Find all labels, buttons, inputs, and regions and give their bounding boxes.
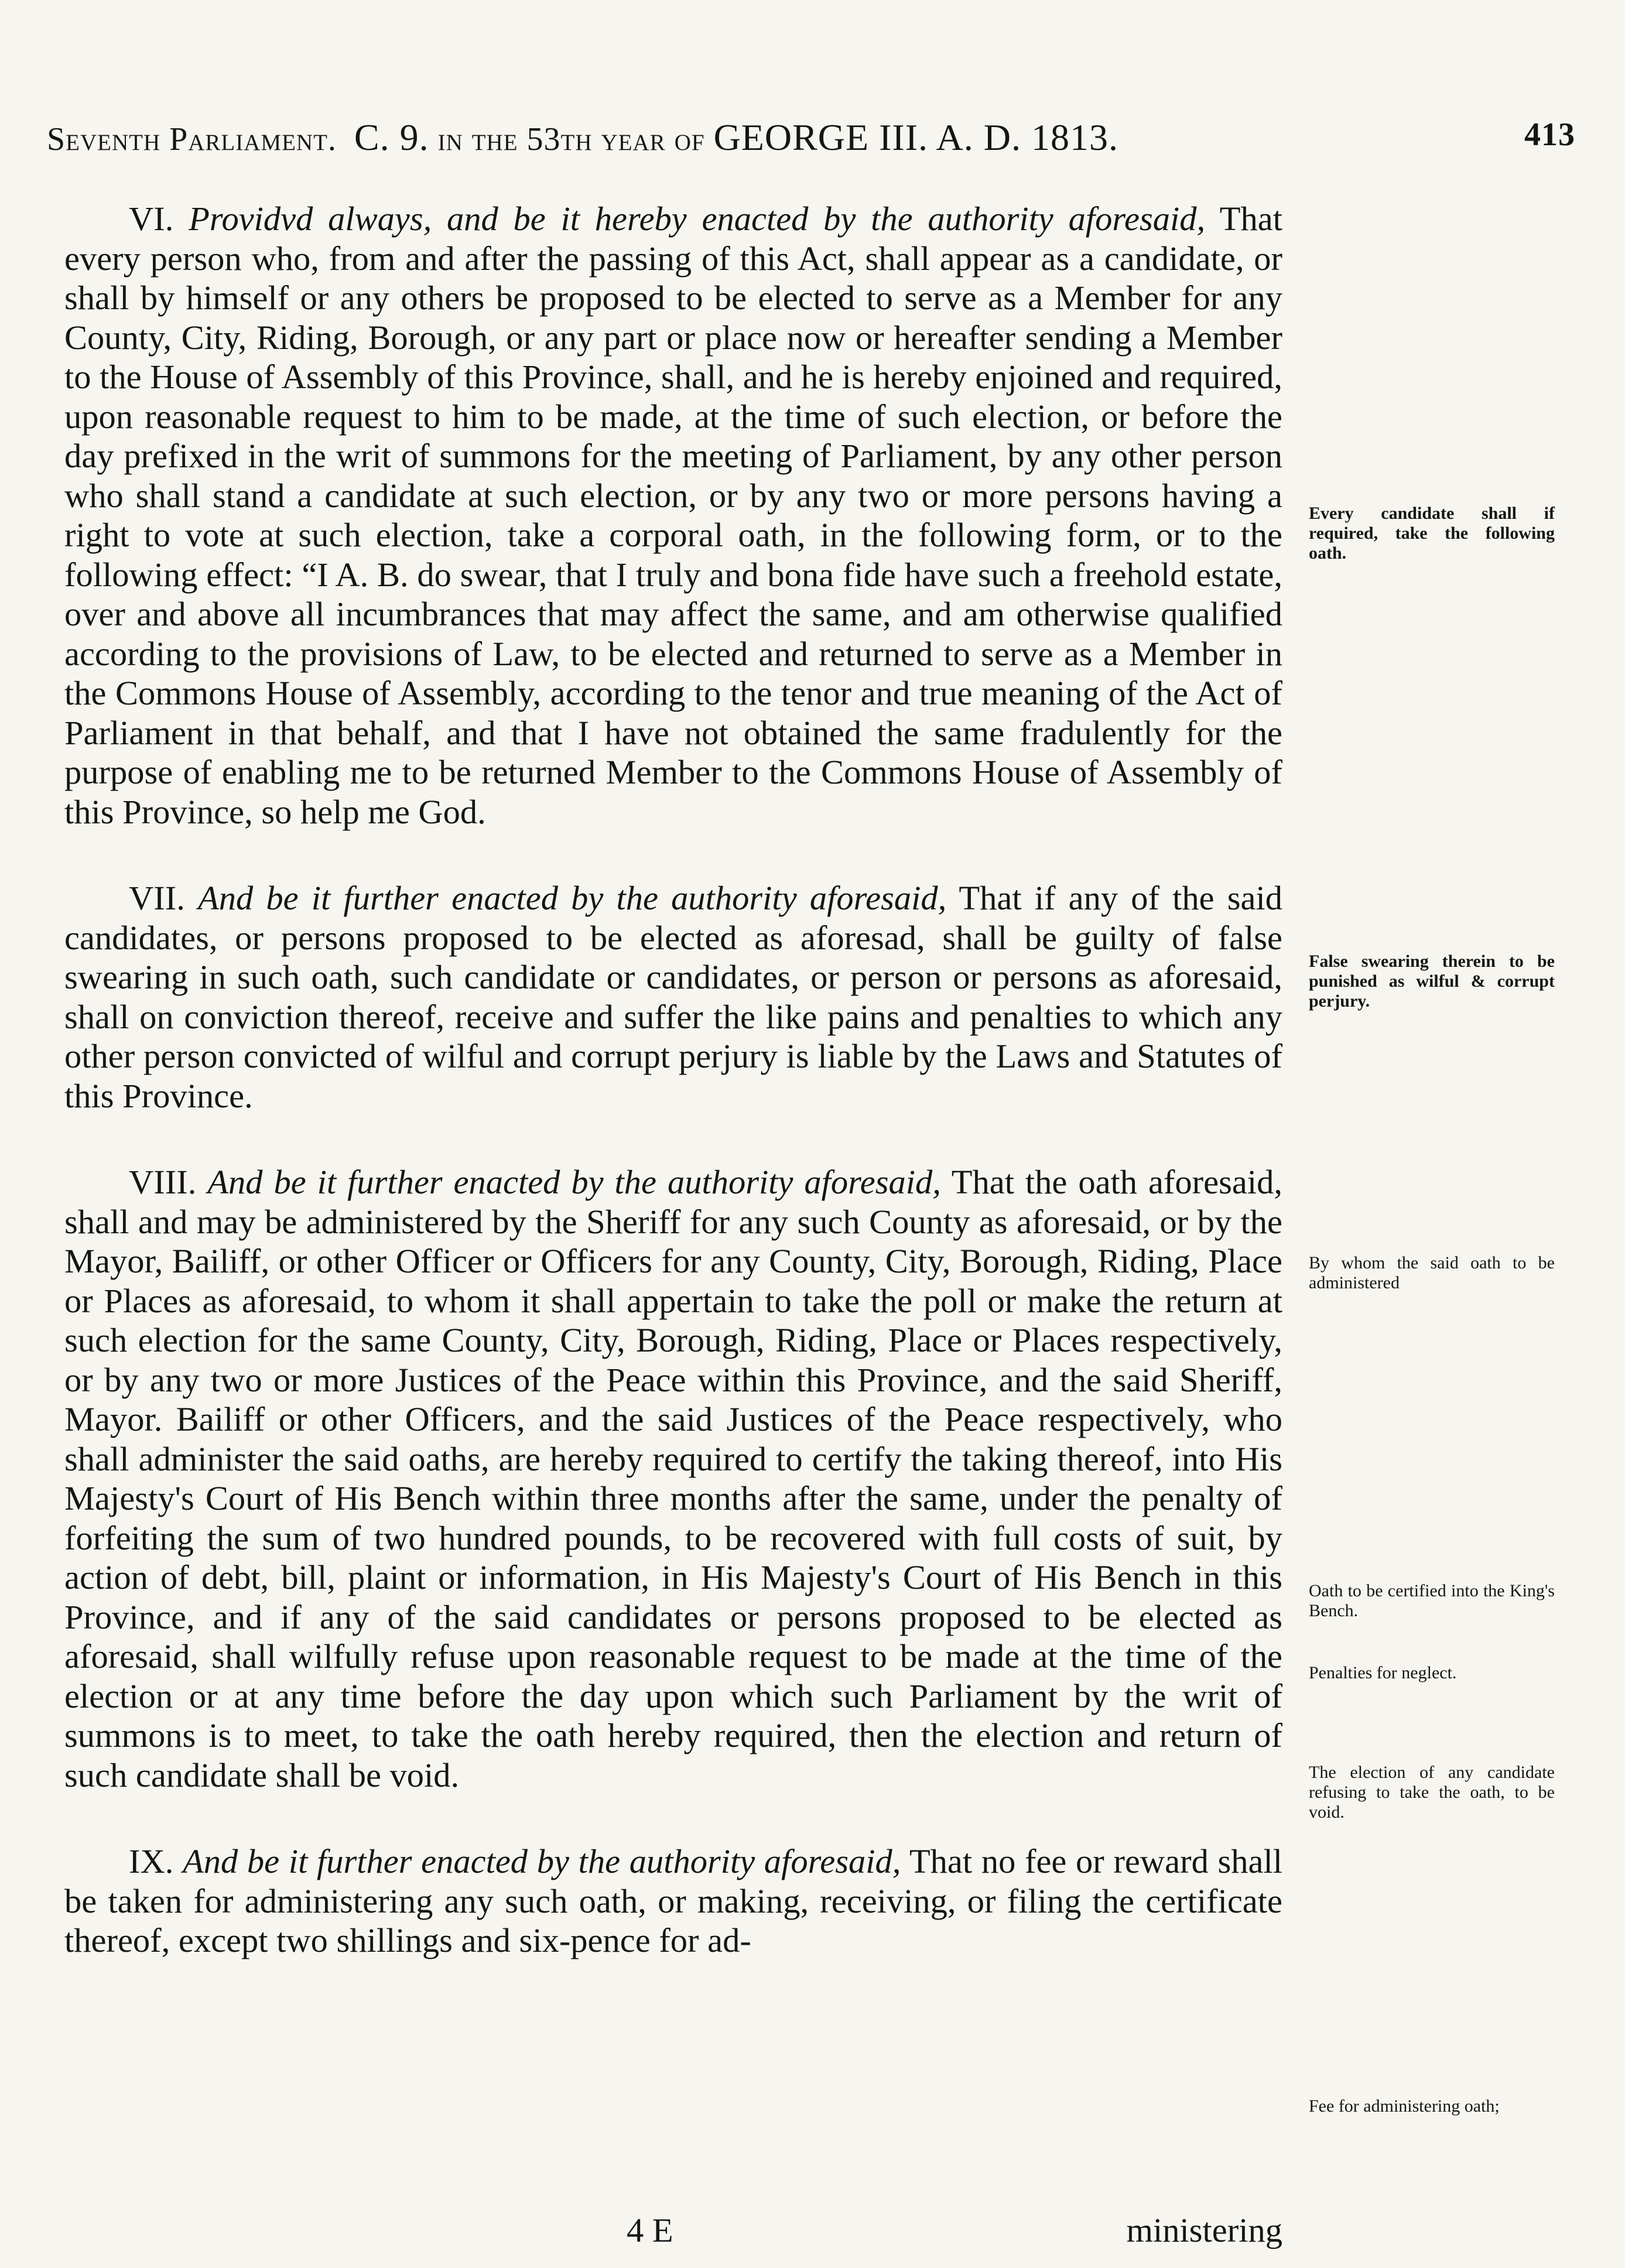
header-chapter: C. 9. [354, 117, 429, 158]
section-ix [64, 1842, 1282, 1961]
section-body: That the oath aforesaid, shall and may be administered by the Sheriff for any such County as aforesaid, or by the Mayor, Bailiff, or other Officer or Officers for any County, City, Borough, Riding, Place or Places as aforesaid, to whom it shall appertain to take the poll or make the return at such election for the same County, City, Borough, Riding, Place or Places respectively, or by any two or more Justices of the Peace within this Province, and the said Sheriff, Mayor. Bailiff or other Officers, and the said Justices of the Peace respectively, who shall administer the said oaths, are hereby required to certify the taking thereof, into His Majesty's Court of His Bench within three months after the same, under the penalty of forfeiting the sum of two hundred pounds, to be recovered with full costs of suit, by action of debt, bill, plaint or information, in His Majesty's Court of His Bench in this Province, and if any of the said candidates or persons proposed to be elected as aforesaid, shall wilfully refuse upon reasonable request to be made at the time of the election or at any time before the day upon which such Parliament by the writ of summons is to meet, to take the oath hereby required, then the election and return of such candidate shall be void. [64, 1163, 1282, 1794]
header-king-date: GEORGE III. A. D. 1813. [713, 117, 1118, 158]
section-numeral: VIII. [129, 1163, 197, 1201]
signature-mark: 4 E [627, 2211, 673, 2249]
page-footer [64, 2211, 1282, 2257]
section-enacting-clause: And be it further enacted by the authority aforesaid, [198, 879, 947, 917]
section-vi [64, 199, 1282, 832]
margin-note-fee: Fee for administering oath; [1309, 2096, 1500, 2116]
margin-note-oath-required: Every candidate shall if required, take the following oath. [1309, 504, 1555, 563]
section-body: That every person who, from and after the passing of this Act, shall appear as a candidate, or shall by himself or any others be proposed to be elected to serve as a Member for any County, City, Riding, Borough, or any part or place now or hereafter sending a Member to the House of Assembly of this Province, shall, and he is hereby enjoined and required, upon reasonable request to him to be made, at the time of such election, or before the day prefixed in the writ of summons for the meeting of Parliament, by any other person who shall stand a candidate at such election, or by any two or more persons having a right to vote at such election, take a corporal oath, in the following form, or to the following effect: “I A. B. do swear, that I truly and bona fide have such a freehold estate, over and above all incumbrances that may affect the same, and am otherwise qualified according to the provisions of Law, to be elected and returned to serve as a Member in the Commons House of Assembly, according to the tenor and true meaning of the Act of Parliament in that behalf, and that I have not obtained the same fradulently for the purpose of enabling me to be returned Member to the Commons House of Assembly of this Province, so help me God. [64, 200, 1282, 831]
section-body: That no fee or reward shall be taken for administering any such oath, or making, receiving, or filing the certificate thereof, except two shillings and six-pence for ad- [64, 1842, 1282, 1959]
margin-note-who-administers: By whom the said oath to be administered [1309, 1253, 1555, 1292]
section-numeral: VII. [129, 879, 185, 917]
page-number: 413 [1524, 117, 1575, 153]
main-text [64, 199, 1282, 1961]
section-viii [64, 1162, 1282, 1795]
section-numeral: IX. [129, 1842, 174, 1880]
running-header [47, 116, 1575, 159]
section-vii [64, 878, 1282, 1116]
catchword: ministering [1126, 2211, 1282, 2249]
section-enacting-clause: And be it further enacted by the authority aforesaid, [183, 1842, 901, 1880]
section-enacting-clause: And be it further enacted by the authority aforesaid, [207, 1163, 941, 1201]
header-parliament: Seventh Parliament. [47, 121, 337, 158]
margin-note-penalties: Penalties for neglect. [1309, 1663, 1457, 1682]
margin-note-false-swearing: False swearing therein to be punished as wilful & corrupt perjury. [1309, 952, 1555, 1011]
section-numeral: VI. [129, 200, 174, 238]
margin-note-election-void: The election of any candidate refusing to take the oath, to be void. [1309, 1763, 1555, 1822]
header-year: 53th year of [526, 121, 705, 158]
section-body: That if any of the said candidates, or persons proposed to be elected as aforesad, shall be guilty of false swearing in such oath, such candidate or candidates, or person or persons as aforesaid, shall on conviction thereof, receive and suffer the like pains and penalties to which any other person convicted of wilful and corrupt perjury is liable by the Laws and Statutes of this Province. [64, 879, 1283, 1115]
margin-note-certified: Oath to be certified into the King's Bench. [1309, 1581, 1555, 1620]
section-enacting-clause: Providvd always, and be it hereby enacted by the authority aforesaid, [189, 200, 1206, 238]
header-in-the: in the [437, 121, 518, 158]
